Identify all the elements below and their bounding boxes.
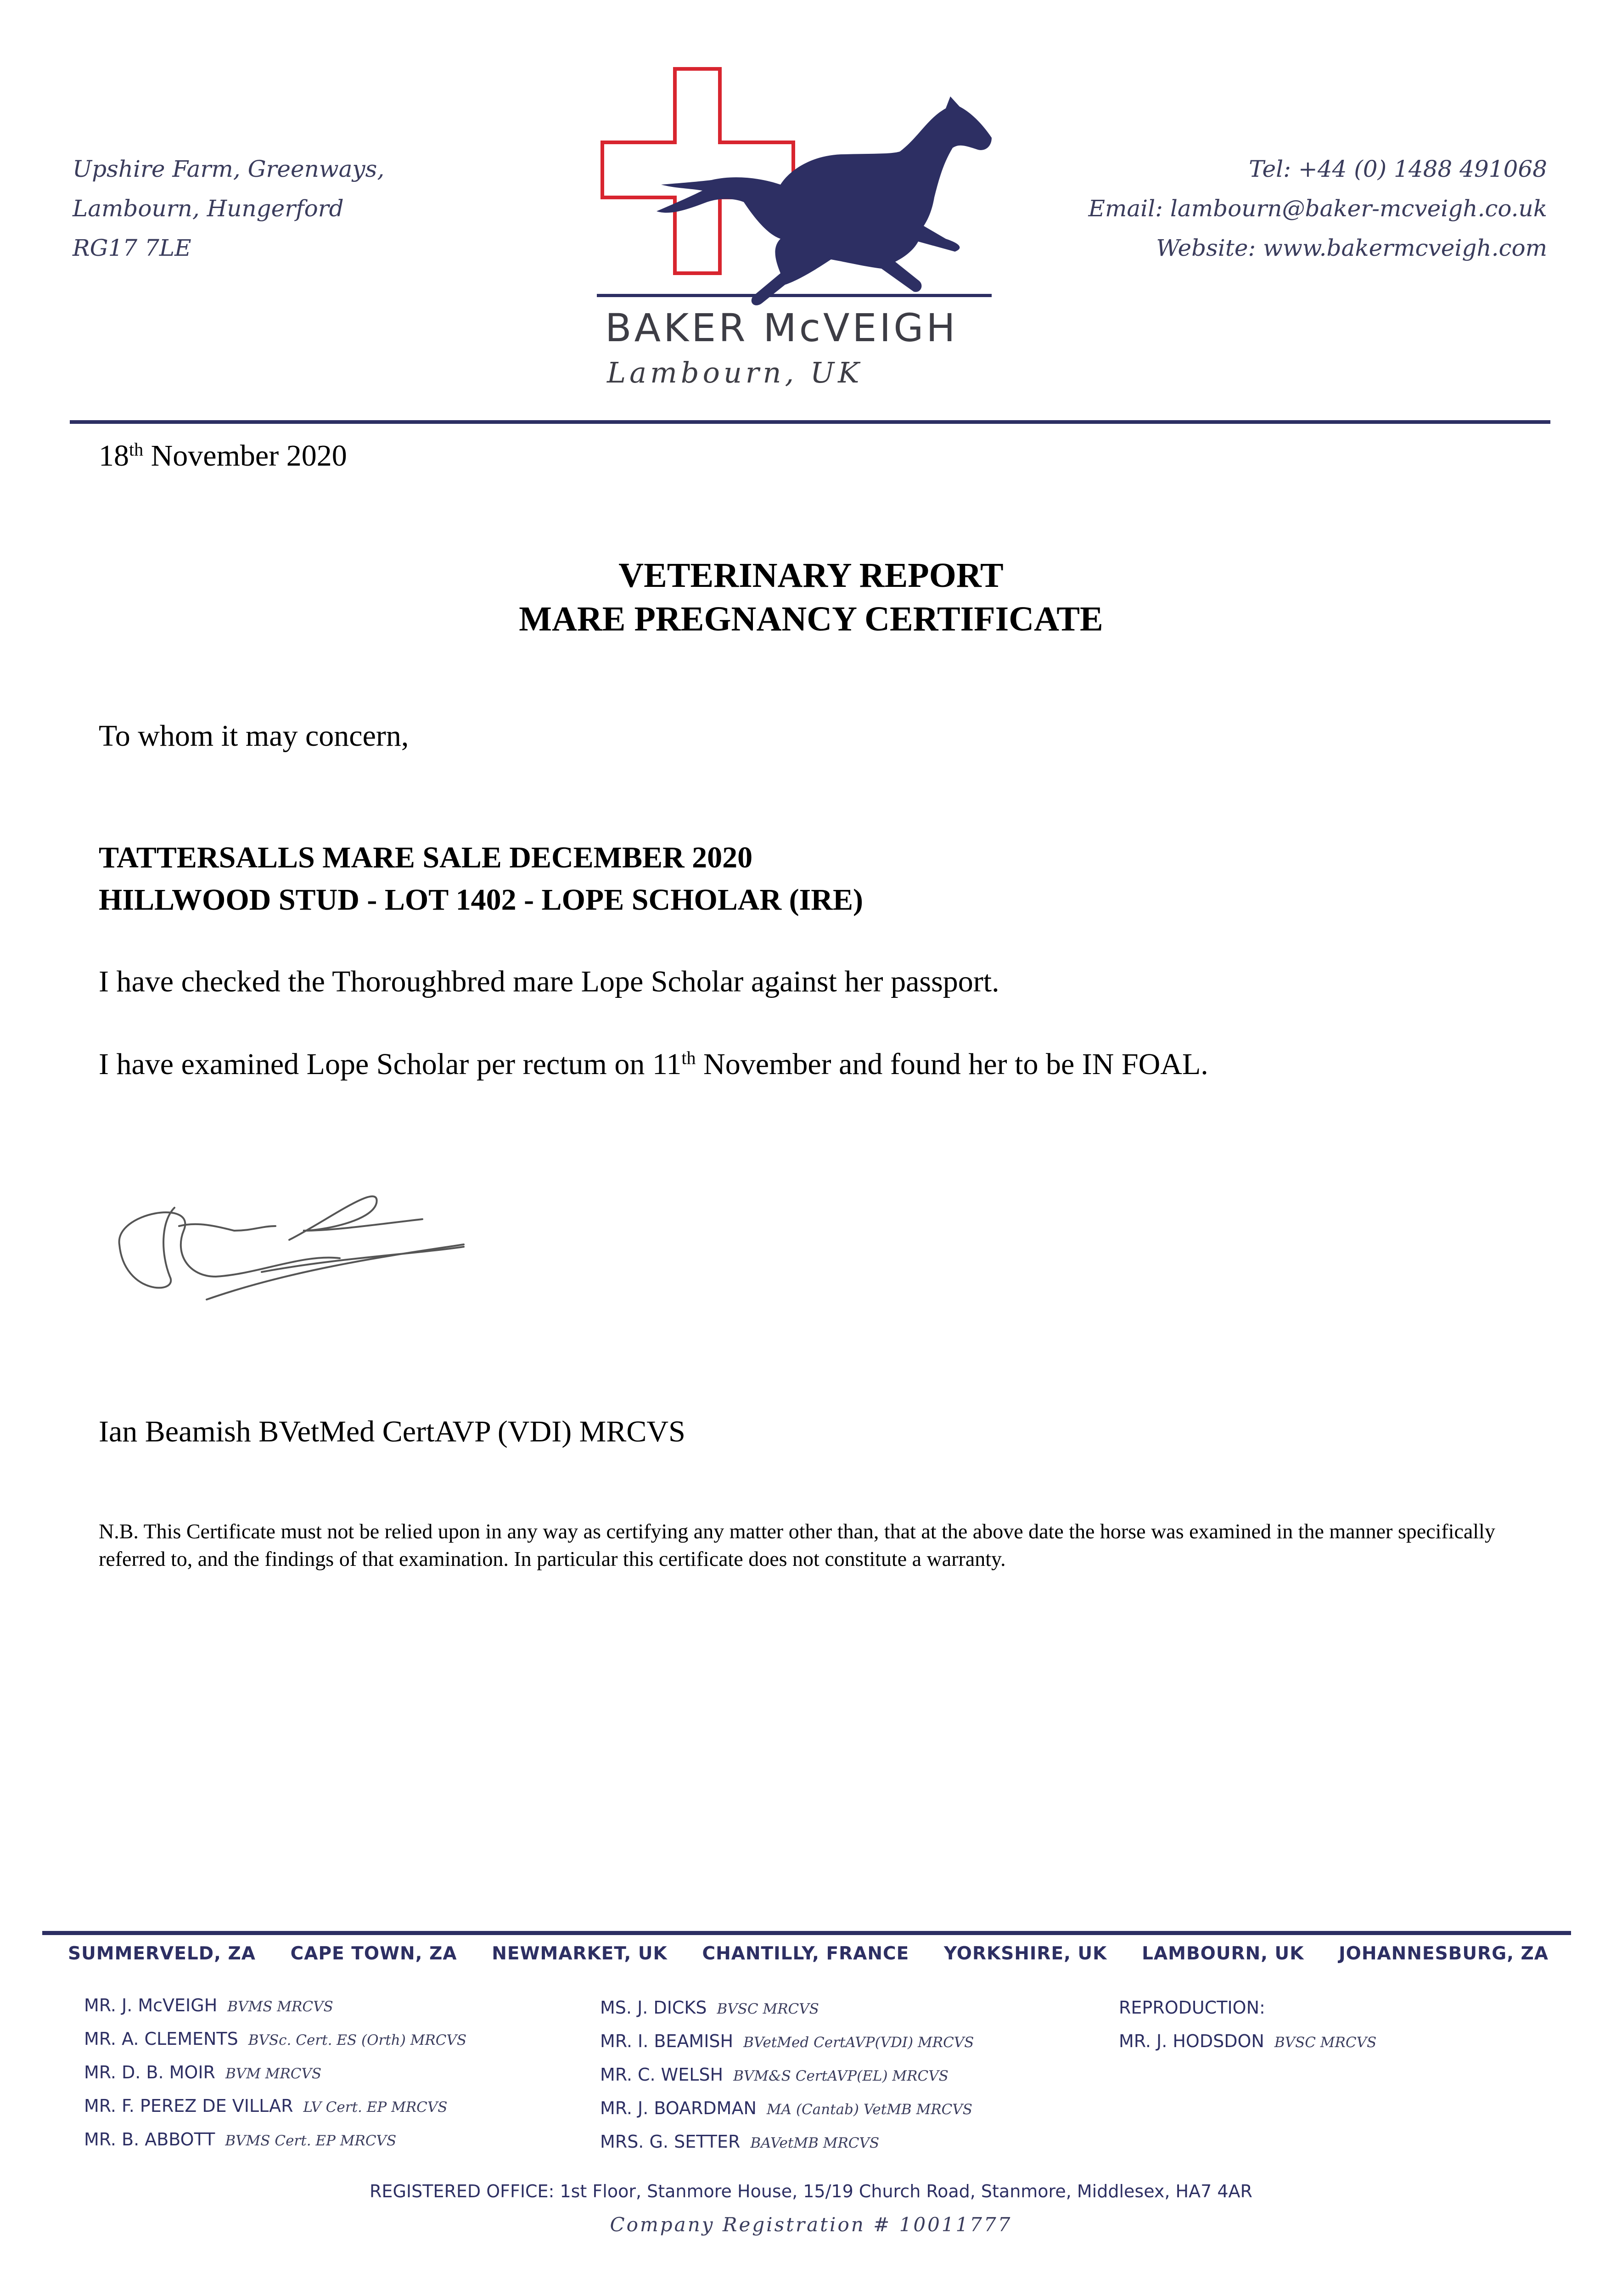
staff-name: MR. D. B. MOIR [84, 2062, 215, 2082]
location-item: SUMMERVELD, ZA [68, 1943, 256, 1964]
red-cross-icon [602, 69, 793, 273]
document-subtitle: MARE PREGNANCY CERTIFICATE [519, 600, 1103, 638]
staff-column-2 [600, 1998, 974, 2165]
staff-member [84, 2029, 466, 2062]
sale-heading: TATTERSALLS MARE SALE DECEMBER 2020 [99, 841, 753, 874]
staff-column-3 [1119, 1998, 1376, 2065]
location-item: JOHANNESBURG, ZA [1339, 1943, 1549, 1964]
date-day: 18 [99, 439, 129, 473]
staff-name: MR. J. BOARDMAN [600, 2098, 757, 2118]
horse-logo-icon [597, 64, 992, 321]
date-month-year: November 2020 [143, 439, 347, 473]
staff-name: MR. C. WELSH [600, 2065, 724, 2085]
greeting: To whom it may concern, [99, 719, 409, 753]
location-item: NEWMARKET, UK [492, 1943, 668, 1964]
staff-quals: LV Cert. EP MRCVS [303, 2099, 448, 2116]
staff-name: MRS. G. SETTER [600, 2132, 741, 2152]
staff-member [84, 2062, 466, 2096]
signatory-name: Ian Beamish BVetMed CertAVP (VDI) MRCVS [99, 1415, 685, 1448]
address-line: Lambourn, Hungerford [73, 195, 344, 222]
staff-member [600, 2031, 974, 2065]
date-suffix: th [129, 439, 144, 460]
signature-icon [106, 1162, 473, 1322]
staff-member [600, 1998, 974, 2031]
staff-quals: BAVetMB MRCVS [750, 2135, 880, 2151]
email-line: Email: lambourn@baker-mcveigh.co.uk [1088, 195, 1547, 222]
passport-check-paragraph: I have checked the Thoroughbred mare Lope Scholar against her passport. [99, 965, 999, 998]
letter-date [99, 439, 347, 473]
staff-name: MS. J. DICKS [600, 1998, 707, 2018]
staff-name: MR. I. BEAMISH [600, 2031, 734, 2051]
staff-quals: BVetMed CertAVP(VDI) MRCVS [743, 2034, 974, 2051]
staff-member [600, 2098, 974, 2132]
lot-heading: HILLWOOD STUD - LOT 1402 - LOPE SCHOLAR (IRE) [99, 883, 863, 917]
logo-underline [597, 294, 992, 297]
office-locations [68, 1943, 1549, 1964]
exam-date-suffix: th [681, 1047, 696, 1068]
staff-quals: BVSC MRCVS [1274, 2034, 1377, 2051]
location-item: CAPE TOWN, ZA [290, 1943, 457, 1964]
staff-name: MR. F. PEREZ DE VILLAR [84, 2096, 293, 2116]
examination-paragraph [99, 1047, 1208, 1082]
staff-member [600, 2132, 974, 2165]
location-item: LAMBOURN, UK [1142, 1943, 1304, 1964]
brand-name: BAKER McVEIGH [605, 305, 958, 350]
company-registration: Company Registration # 10011777 [610, 2213, 1012, 2236]
disclaimer-note: N.B. This Certificate must not be relied upon in any way as certifying any matter other than, that at the above date the horse was examined in the manner specifically referred to, and the findings of that examination. In particular this certificate does not constitute a warranty. [99, 1519, 1495, 1570]
staff-name: MR. J. HODSDON [1119, 2031, 1264, 2051]
phone-line: Tel: +44 (0) 1488 491068 [1249, 156, 1547, 182]
exam-text-start: I have examined Lope Scholar per rectum on 11 [99, 1047, 682, 1081]
staff-member [84, 2129, 466, 2163]
header-divider [70, 420, 1550, 424]
address-block [73, 149, 384, 268]
staff-column-1 [84, 1995, 466, 2163]
address-line: RG17 7LE [73, 235, 191, 261]
staff-member [84, 1995, 466, 2029]
staff-quals: MA (Cantab) VetMB MRCVS [766, 2101, 972, 2118]
staff-name: MR. A. CLEMENTS [84, 2029, 238, 2049]
registered-office: REGISTERED OFFICE: 1st Floor, Stanmore House, 15/19 Church Road, Stanmore, Middlesex, HA7 4AR [370, 2181, 1252, 2201]
staff-name: MR. B. ABBOTT [84, 2129, 215, 2150]
brand-location: Lambourn, UK [607, 356, 863, 389]
website-line: Website: www.bakermcveigh.com [1156, 235, 1547, 261]
location-item: CHANTILLY, FRANCE [702, 1943, 909, 1964]
reproduction-label: REPRODUCTION: [1119, 1998, 1265, 2018]
staff-member [600, 2065, 974, 2098]
staff-quals: BVM&S CertAVP(EL) MRCVS [733, 2068, 949, 2084]
exam-text-end: November and found her to be IN FOAL. [696, 1047, 1208, 1081]
document-title: VETERINARY REPORT [618, 556, 1004, 595]
contact-block [1088, 149, 1547, 268]
location-item: YORKSHIRE, UK [943, 1943, 1107, 1964]
staff-name: MR. J. McVEIGH [84, 1995, 218, 2015]
staff-quals: BVM MRCVS [225, 2065, 322, 2082]
staff-quals: BVSC MRCVS [717, 2001, 819, 2017]
staff-quals: BVSc. Cert. ES (Orth) MRCVS [248, 2032, 467, 2048]
footer-divider [42, 1931, 1571, 1935]
staff-quals: BVMS Cert. EP MRCVS [225, 2133, 397, 2149]
staff-member [84, 2096, 466, 2129]
address-line: Upshire Farm, Greenways, [73, 156, 385, 182]
staff-member [1119, 2031, 1376, 2065]
staff-quals: BVMS MRCVS [227, 1998, 333, 2015]
